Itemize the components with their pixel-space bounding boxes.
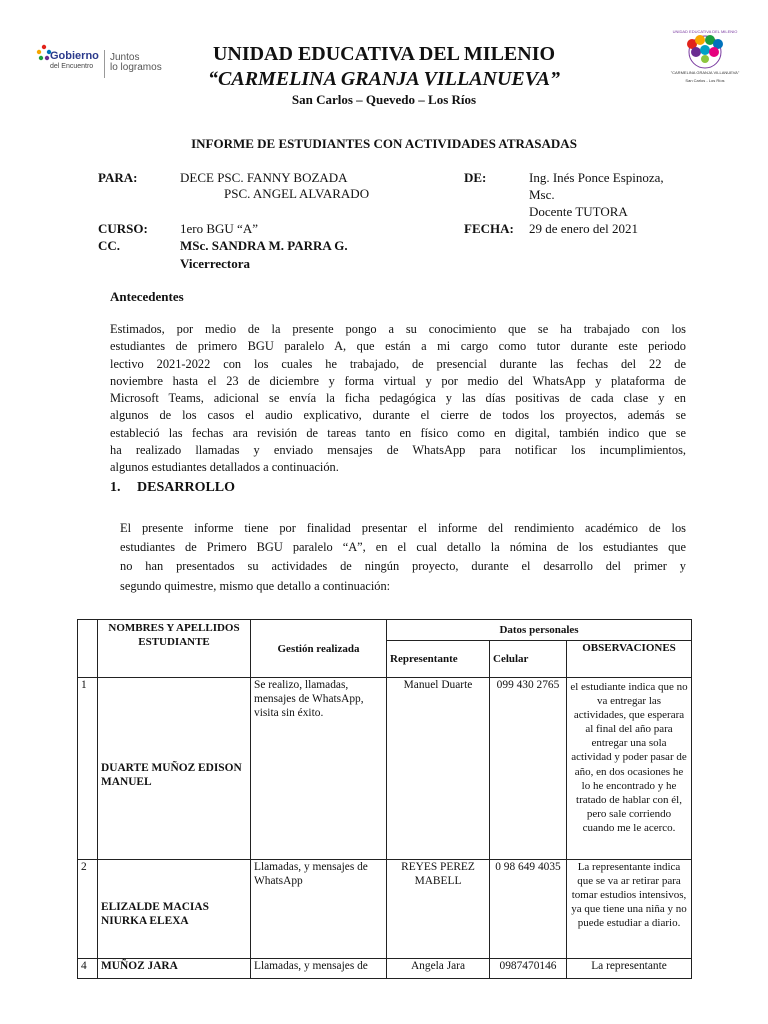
curso-label: CURSO: bbox=[98, 221, 148, 236]
para-line1: DECE PSC. FANNY BOZADA bbox=[180, 170, 348, 185]
para-line2: PSC. ANGEL ALVARADO bbox=[224, 186, 370, 201]
desarrollo-heading: DESARROLLO bbox=[137, 480, 236, 495]
row-gestion: Llamadas, y mensajes de WhatsApp bbox=[251, 860, 387, 959]
header-observaciones: OBSERVACIONES bbox=[567, 641, 692, 678]
fecha-label: FECHA: bbox=[464, 221, 514, 236]
antecedentes-paragraph: Estimados, por medio de la presente pongo a su conocimiento que se ha trabajado con los estudiantes de primero BGU paralelo A, que están a mi cargo como tutor durante este periodo lectivo 2021-2022 con los cuales he trabajado, de presencial durante las fechas del 22 de noviembre hasta el 23 de diciembre y forma virtual y por medio del WhatsApp y plataforma de Microsoft Teams, adicional se envía la ficha pedagógica y las días positivas de cada clase y en algunos de los casos el audio explicativo, durante el cierre de todos los proyectos, además se estableció las fechas ara revisión de tareas tanto en físico como en digital, también indico que se ha realizado llamadas y enviado mensajes de WhatsApp para notificar los incumplimientos, algunos estudiantes detallados a continuación. bbox=[110, 322, 686, 475]
gobierno-name: Gobierno del Encuentro bbox=[50, 50, 99, 70]
report-title: INFORME DE ESTUDIANTES CON ACTIVIDADES ATRASADAS bbox=[191, 136, 577, 151]
antecedentes-heading: Antecedentes bbox=[110, 289, 184, 304]
students-table bbox=[77, 619, 692, 979]
row-student-name: DUARTE MUÑOZ EDISON MANUEL bbox=[98, 678, 251, 860]
row-num: 4 bbox=[78, 959, 98, 979]
curso-value: 1ero BGU “A” bbox=[180, 221, 258, 236]
cc-line1: MSc. SANDRA M. PARRA G. bbox=[180, 238, 348, 253]
row-observaciones: el estudiante indica que no va entregar las actividades, que esperara al final del año para entregar una sola actividad y poder pasar de año, en dos ocasiones he lo he encontrado y he tratado de hablar con él, pero sale corriendo cuando me le acerco. bbox=[567, 678, 692, 860]
desarrollo-number: 1. bbox=[110, 480, 121, 495]
row-student-name: MUÑOZ JARA bbox=[98, 959, 251, 979]
de-line2: Msc. bbox=[529, 187, 555, 202]
row-gestion: Llamadas, y mensajes de bbox=[251, 959, 387, 979]
school-logo-sub1: "CARMELINA GRANJA VILLANUEVA" bbox=[670, 70, 740, 75]
row-celular: 0987470146 bbox=[490, 959, 567, 979]
de-label: DE: bbox=[464, 170, 487, 185]
row-celular: 0 98 649 4035 bbox=[490, 860, 567, 959]
row-gestion: Se realizo, llamadas, mensajes de WhatsApp, visita sin éxito. bbox=[251, 678, 387, 860]
gobierno-slogan: Juntos lo logramos bbox=[110, 52, 162, 73]
school-location: San Carlos – Quevedo – Los Ríos bbox=[291, 92, 477, 107]
school-title: UNIDAD EDUCATIVA DEL MILENIO bbox=[212, 43, 556, 65]
table-row bbox=[78, 959, 692, 979]
header-representante: Representante bbox=[387, 641, 490, 678]
de-line3: Docente TUTORA bbox=[529, 204, 628, 219]
header-celular: Celular bbox=[490, 641, 567, 678]
row-celular: 099 430 2765 bbox=[490, 678, 567, 860]
table-header-row bbox=[78, 620, 692, 641]
para-label: PARA: bbox=[98, 170, 138, 185]
header-gestion: Gestión realizada bbox=[251, 620, 387, 678]
row-num: 1 bbox=[78, 678, 98, 860]
fecha-value: 29 de enero del 2021 bbox=[529, 221, 639, 236]
row-representante: Angela Jara bbox=[387, 959, 490, 979]
row-representante: Manuel Duarte bbox=[387, 678, 490, 860]
cc-line2: Vicerrectora bbox=[180, 256, 251, 271]
row-observaciones: La representante bbox=[567, 959, 692, 979]
row-representante: REYES PEREZ MABELL bbox=[387, 860, 490, 959]
cc-label: CC. bbox=[98, 238, 121, 253]
header-datos: Datos personales bbox=[387, 620, 692, 641]
school-subtitle: “CARMELINA GRANJA VILLANUEVA” bbox=[208, 68, 560, 90]
row-student-name: ELIZALDE MACIAS NIURKA ELEXA bbox=[98, 860, 251, 959]
school-logo-sub2: San Carlos - Los Ríos bbox=[685, 78, 725, 83]
header-num-cell bbox=[78, 620, 98, 678]
table-row bbox=[78, 860, 692, 959]
table-row bbox=[78, 678, 692, 860]
row-num: 2 bbox=[78, 860, 98, 959]
row-observaciones: La representante indica que se va ar retirar para tomar estudios intensivos, ya que tiene una niña y no puede estudiar a diario. bbox=[567, 860, 692, 959]
desarrollo-paragraph: El presente informe tiene por finalidad presentar el informe del rendimiento académico de los estudiantes de Primero BGU paralelo “A”, en el cual detallo la nómina de los estudiantes que no han presentados su actividades de ningún proyecto, durante el desarrollo del primer y segundo quimestre, mismo que detallo a continuación: bbox=[120, 521, 686, 593]
de-line1: Ing. Inés Ponce Espinoza, bbox=[529, 170, 664, 185]
header-names: NOMBRES Y APELLIDOS ESTUDIANTE bbox=[98, 620, 251, 678]
school-logo-caption: UNIDAD EDUCATIVA DEL MILENIO bbox=[672, 29, 738, 34]
